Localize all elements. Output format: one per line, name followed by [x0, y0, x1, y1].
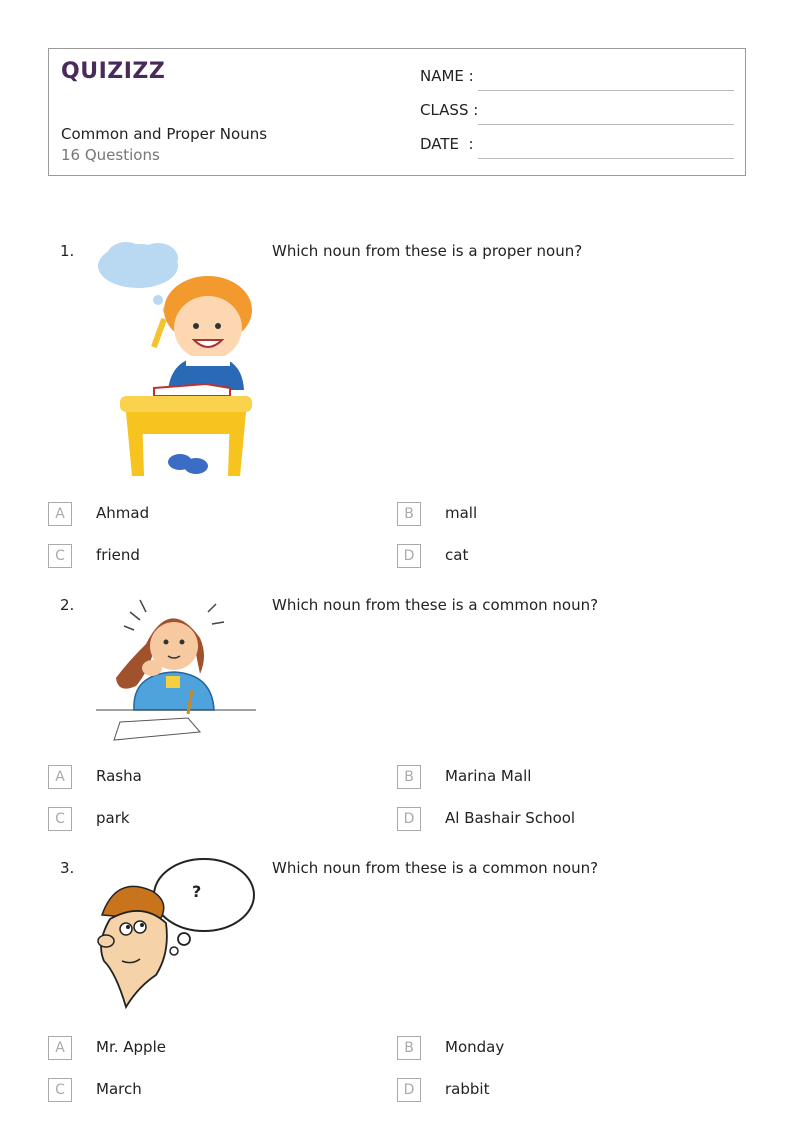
option-c[interactable]	[48, 807, 348, 833]
option-c[interactable]	[48, 544, 348, 570]
worksheet-header	[48, 48, 746, 176]
option-a[interactable]	[48, 502, 348, 528]
option-b[interactable]	[397, 1036, 697, 1062]
option-text: park	[96, 809, 130, 827]
option-text: Ahmad	[96, 504, 150, 522]
question-count: 16 Questions	[61, 146, 160, 164]
date-line	[478, 158, 734, 159]
date-field[interactable]	[420, 135, 734, 159]
bubble-question-mark: ?	[192, 882, 202, 901]
question-number: 2.	[60, 596, 75, 614]
option-text: March	[96, 1080, 142, 1098]
option-letter: B	[397, 1036, 421, 1060]
boy-at-desk-illustration	[96, 240, 256, 480]
option-c[interactable]	[48, 1078, 348, 1104]
class-field[interactable]	[420, 101, 734, 125]
option-b[interactable]	[397, 502, 697, 528]
option-text: Monday	[445, 1038, 505, 1056]
option-letter: B	[397, 502, 421, 526]
class-label: CLASS :	[420, 101, 479, 119]
class-line	[478, 124, 734, 125]
option-letter: D	[397, 1078, 421, 1102]
option-letter: A	[48, 765, 72, 789]
option-text: Mr. Apple	[96, 1038, 166, 1056]
option-text: Al Bashair School	[445, 809, 576, 827]
man-thinking-illustration	[96, 857, 256, 1017]
option-letter: B	[397, 765, 421, 789]
option-a[interactable]	[48, 765, 348, 791]
option-text: Marina Mall	[445, 767, 532, 785]
option-letter: D	[397, 807, 421, 831]
option-letter: C	[48, 1078, 72, 1102]
question-number: 1.	[60, 242, 75, 260]
option-letter: A	[48, 502, 72, 526]
question-number: 3.	[60, 859, 75, 877]
quizizz-logo: QUIZIZZ	[61, 59, 166, 84]
option-text: Rasha	[96, 767, 142, 785]
option-letter: A	[48, 1036, 72, 1060]
option-d[interactable]	[397, 807, 697, 833]
girl-thinking-illustration	[96, 594, 256, 744]
name-line	[478, 90, 734, 91]
option-d[interactable]	[397, 1078, 697, 1104]
question-text: Which noun from these is a common noun?	[272, 596, 599, 614]
option-letter: C	[48, 807, 72, 831]
date-label: DATE :	[420, 135, 474, 153]
name-field[interactable]	[420, 67, 734, 91]
option-text: cat	[445, 546, 469, 564]
option-letter: D	[397, 544, 421, 568]
option-b[interactable]	[397, 765, 697, 791]
option-text: mall	[445, 504, 478, 522]
option-letter: C	[48, 544, 72, 568]
name-label: NAME :	[420, 67, 474, 85]
question-text: Which noun from these is a proper noun?	[272, 242, 583, 260]
option-a[interactable]	[48, 1036, 348, 1062]
option-text: rabbit	[445, 1080, 490, 1098]
option-d[interactable]	[397, 544, 697, 570]
option-text: friend	[96, 546, 140, 564]
worksheet-title: Common and Proper Nouns	[61, 125, 268, 143]
question-text: Which noun from these is a common noun?	[272, 859, 599, 877]
